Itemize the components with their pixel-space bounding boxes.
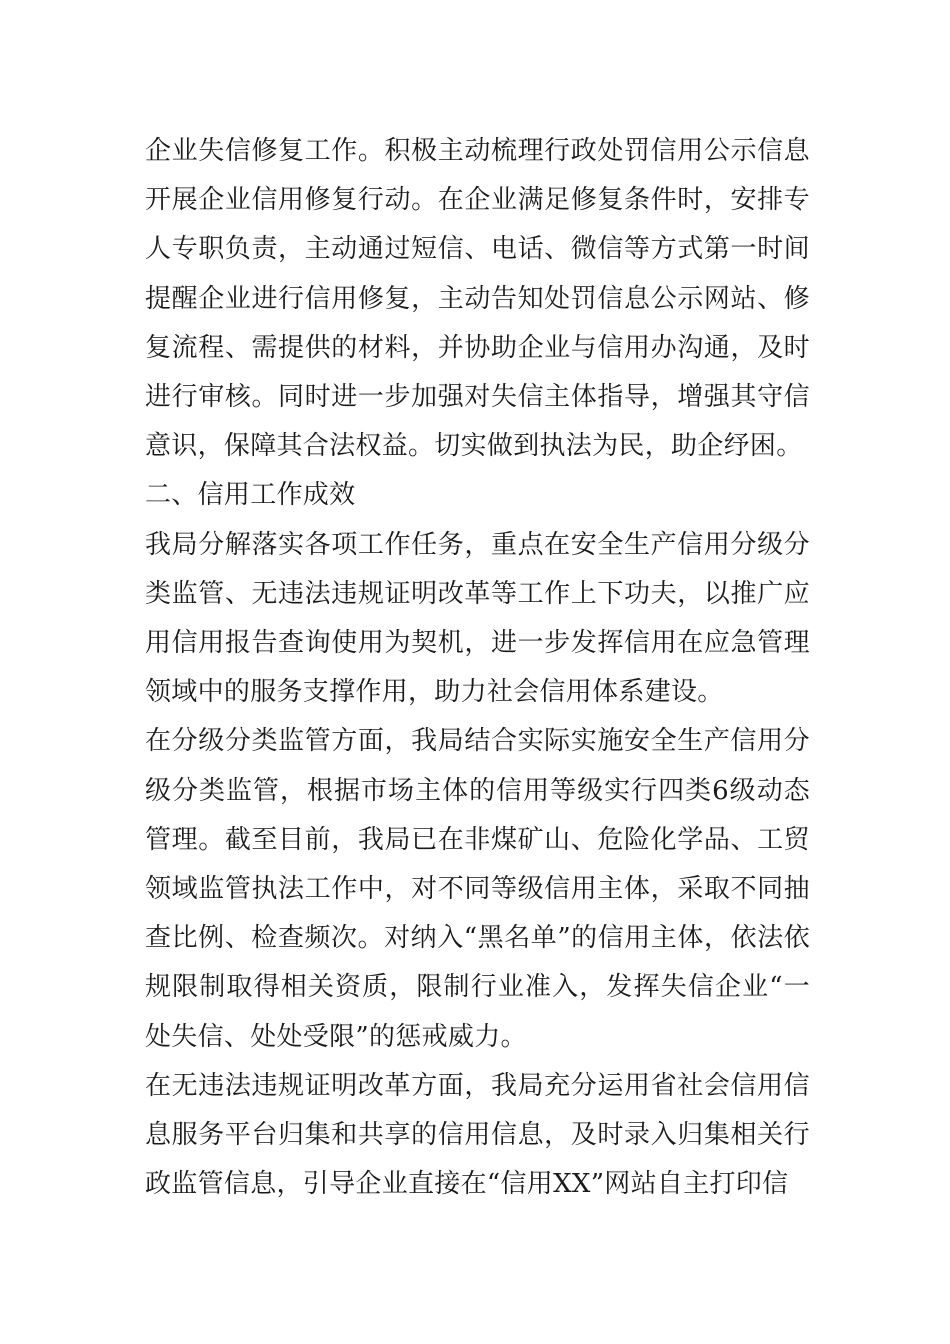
paragraph-task-overview: 我局分解落实各项工作任务，重点在安全生产信用分级分类监管、无违法违规证明改革等工作上下功夫，以推广应用信用报告查询使用为契机，进一步发挥信用在应急管理领域中的服务支撑作用，助力社会信用体系建设。 <box>145 529 810 708</box>
paragraph-credit-repair: 企业失信修复工作。积极主动梳理行政处罚信用公示信息开展企业信用修复行动。在企业满足修复条件时，安排专人专职负责，主动通过短信、电话、微信等方式第一时间提醒企业进行信用修复，主动告知处罚信息公示网站、修复流程、需提供的材料，并协助企业与信用办沟通，及时进行审核。同时进一步加强对失信主体指导，增强其守信意识，保障其合法权益。切实做到执法为民，助企纾困。 <box>145 136 810 462</box>
paragraph-classified-supervision: 在分级分类监管方面，我局结合实际实施安全生产信用分级分类监管，根据市场主体的信用等级实行四类6级动态管理。截至目前，我局已在非煤矿山、危险化学品、工贸领域监管执法工作中，对不同等级信用主体，采取不同抽查比例、检查频次。对纳入“黑名单”的信用主体，依法依规限制取得相关资质，限制行业准入，发挥失信企业“一处失信、处处受限”的惩戒威力。 <box>145 726 810 1052</box>
paragraph-no-violation-certificate: 在无违法违规证明改革方面，我局充分运用省社会信用信息服务平台归集和共享的信用信息，及时录入归集相关行政监管信息，引导企业直接在“信用XX”网站自主打印信 <box>145 1070 810 1200</box>
section-heading-credit-results: 二、信用工作成效 <box>145 480 356 511</box>
document-body <box>145 127 810 1209</box>
